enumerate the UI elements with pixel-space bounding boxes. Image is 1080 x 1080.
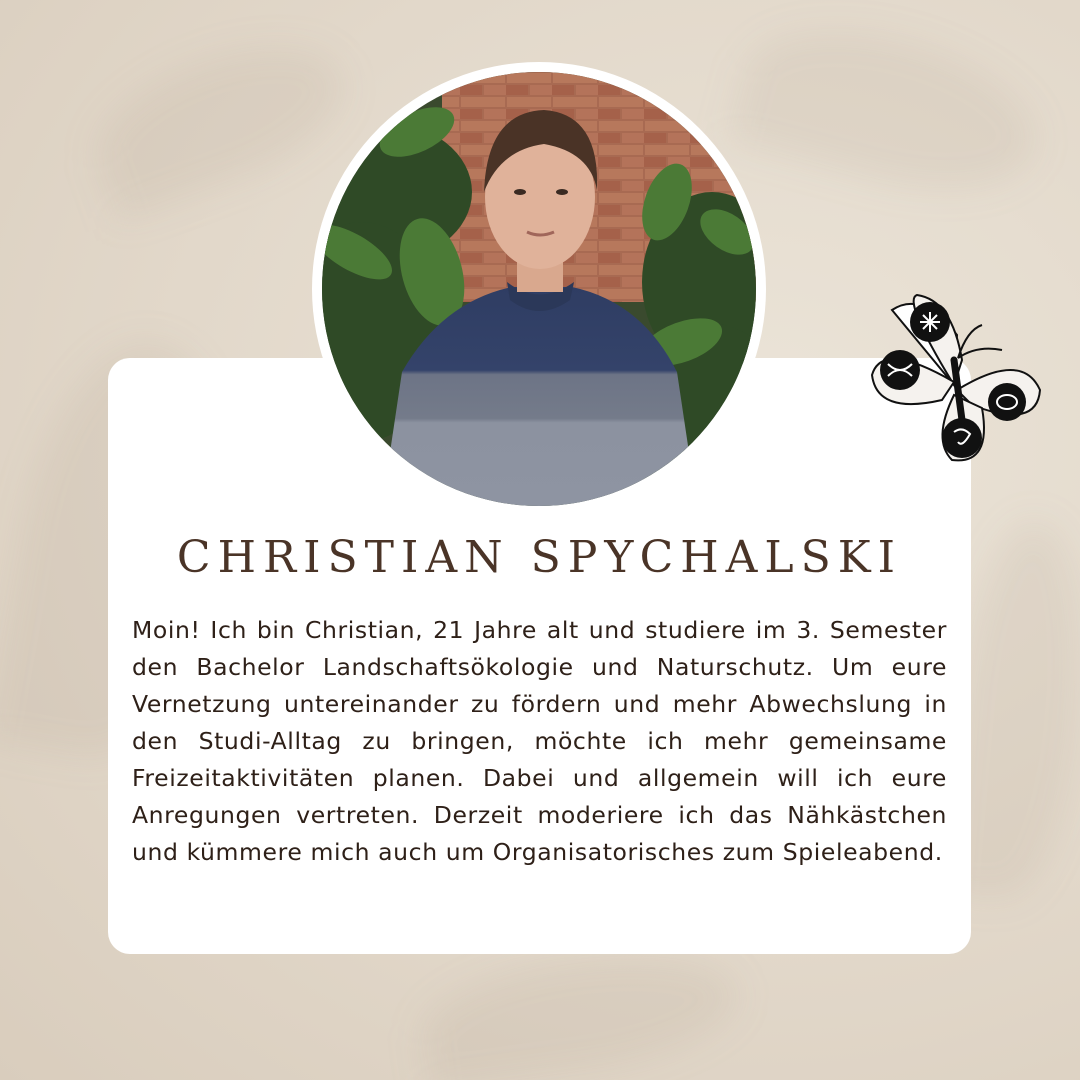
portrait-photo: [322, 72, 756, 506]
profile-name: CHRISTIAN SPYCHALSKI: [176, 532, 903, 583]
profile-bio: Moin! Ich bin Christian, 21 Jahre alt und studiere im 3. Semester den Bachelor Landschaftsökologie und Naturschutz. Um eure Vernetzung untereinander zu fördern und mehr Abwechslung in den Studi-Alltag zu bringen, möchte ich mehr gemeinsame Freizeitaktivitäten planen. Dabei und allgemein will ich eure Anregungen vertreten. Derzeit moderiere ich das Nähkästchen und kümmere mich auch um Organisatorisches zum Spieleabend.: [132, 616, 947, 866]
avatar: [322, 72, 756, 506]
butterfly-emblem-icon: [862, 290, 1047, 470]
